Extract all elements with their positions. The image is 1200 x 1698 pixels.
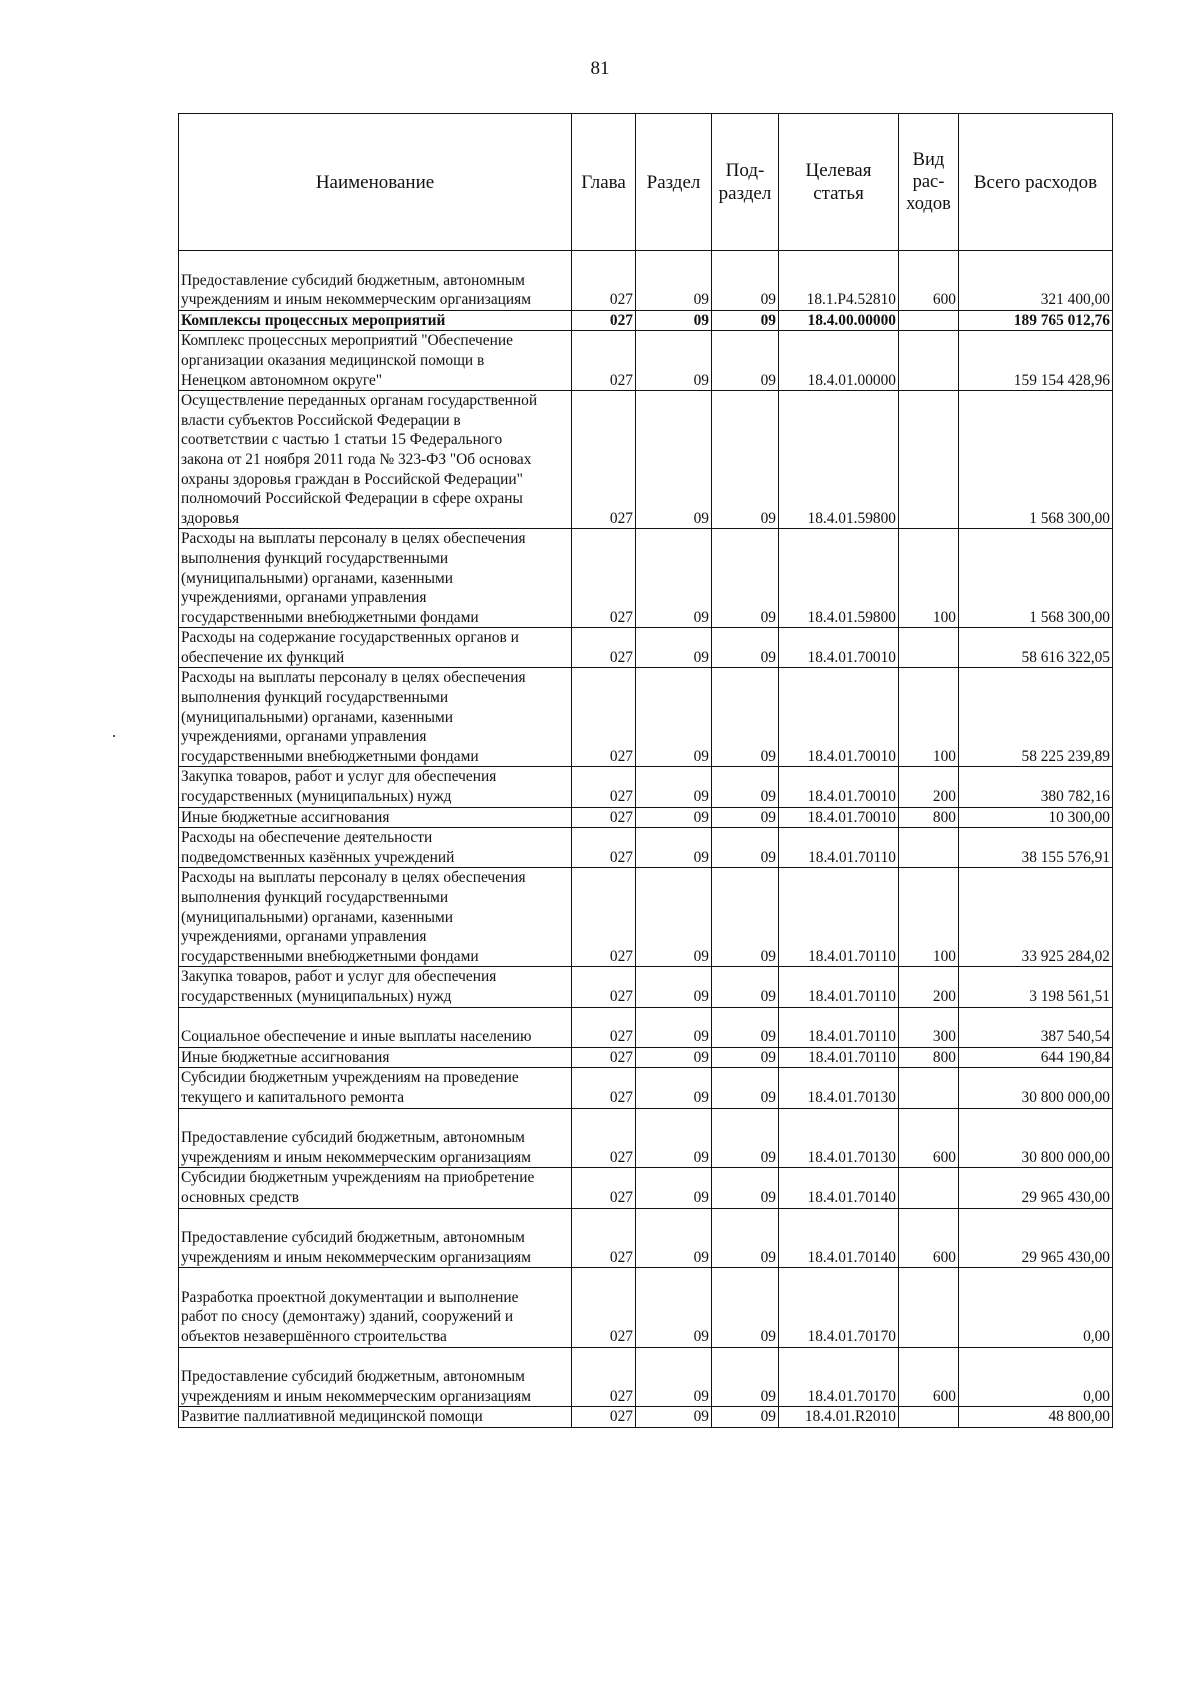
row-name-line: Развитие паллиативной медицинской помощи (181, 1408, 483, 1426)
row-subsection-cell: 09 (712, 767, 779, 807)
table-row (179, 391, 1113, 529)
row-target-cell: 18.4.01.70110 (779, 967, 899, 1007)
row-target-cell: 18.4.01.70130 (779, 1108, 899, 1168)
row-subsection-cell: 09 (712, 251, 779, 311)
row-name-cell (179, 1068, 572, 1108)
row-total-cell: 48 800,00 (959, 1407, 1113, 1428)
row-total-cell: 0,00 (959, 1268, 1113, 1347)
header-subsection: Под- раздел (712, 114, 779, 251)
row-chapter-cell: 027 (572, 1208, 636, 1268)
row-target-cell: 18.4.01.00000 (779, 331, 899, 391)
row-chapter-cell: 027 (572, 310, 636, 331)
row-type-cell (899, 1268, 959, 1347)
row-name-line: соответствии с частью 1 статьи 15 Федерального (181, 431, 503, 449)
row-name-line: Предоставление субсидий бюджетным, автономным (181, 1229, 525, 1247)
row-subsection-cell: 09 (712, 967, 779, 1007)
row-name-line: учреждениям и иным некоммерческим организациям (181, 1148, 531, 1166)
table-row (179, 628, 1113, 668)
row-name-cell (179, 251, 572, 311)
row-total-cell: 30 800 000,00 (959, 1068, 1113, 1108)
row-subsection-cell: 09 (712, 1068, 779, 1108)
row-type-cell: 100 (899, 668, 959, 767)
row-name-line: государственными внебюджетными фондами (181, 747, 479, 765)
row-subsection-cell: 09 (712, 1047, 779, 1068)
row-total-cell: 38 155 576,91 (959, 828, 1113, 868)
header-total: Всего расходов (959, 114, 1113, 251)
row-target-cell: 18.4.01.70010 (779, 628, 899, 668)
row-chapter-cell: 027 (572, 868, 636, 967)
row-subsection-cell: 09 (712, 1108, 779, 1168)
row-name-line: обеспечение их функций (181, 648, 345, 666)
row-name-cell (179, 807, 572, 828)
row-chapter-cell: 027 (572, 1108, 636, 1168)
row-name-line: (муниципальными) органами, казенными (181, 708, 453, 726)
row-name-line: государственных (муниципальных) нужд (181, 788, 452, 806)
table-row (179, 967, 1113, 1007)
row-name-line: закона от 21 ноября 2011 года № 323-ФЗ "Об основах (181, 450, 532, 468)
row-name-line: учреждениями, органами управления (181, 728, 427, 746)
row-total-cell: 380 782,16 (959, 767, 1113, 807)
table-row (179, 331, 1113, 391)
row-total-cell: 58 616 322,05 (959, 628, 1113, 668)
row-name-line: Расходы на выплаты персоналу в целях обеспечения (181, 869, 526, 887)
row-target-cell: 18.4.00.00000 (779, 310, 899, 331)
row-section-cell: 09 (636, 331, 712, 391)
row-name-line: Ненецком автономном округе" (181, 371, 383, 389)
row-name-cell (179, 331, 572, 391)
row-section-cell: 09 (636, 310, 712, 331)
row-name-line: государственными внебюджетными фондами (181, 608, 479, 626)
row-total-cell: 30 800 000,00 (959, 1108, 1113, 1168)
header-target: Целевая статья (779, 114, 899, 251)
row-target-cell: 18.4.01.59800 (779, 391, 899, 529)
row-name-line: Предоставление субсидий бюджетным, автономным (181, 1368, 525, 1386)
row-target-cell: 18.4.01.70010 (779, 767, 899, 807)
row-subsection-cell: 09 (712, 1208, 779, 1268)
row-name-line: учреждениями, органами управления (181, 589, 427, 607)
scan-artifact-dot (113, 735, 115, 737)
row-section-cell: 09 (636, 391, 712, 529)
table-row (179, 1208, 1113, 1268)
table-row (179, 1047, 1113, 1068)
row-total-cell: 29 965 430,00 (959, 1208, 1113, 1268)
row-name-line: учреждениям и иным некоммерческим организациям (181, 1387, 531, 1405)
row-section-cell: 09 (636, 1168, 712, 1208)
row-name-line: Комплекс процессных мероприятий "Обеспечение (181, 332, 513, 350)
row-name-line: Осуществление переданных органам государственной (181, 392, 538, 410)
table-body (179, 251, 1113, 1428)
row-name-line: Расходы на обеспечение деятельности (181, 829, 433, 847)
row-target-cell: 18.4.01.70110 (779, 1047, 899, 1068)
row-total-cell: 3 198 561,51 (959, 967, 1113, 1007)
row-type-cell (899, 391, 959, 529)
row-type-cell: 800 (899, 1047, 959, 1068)
row-name-line: организации оказания медицинской помощи в (181, 351, 485, 369)
row-name-line: Социальное обеспечение и иные выплаты населению (181, 1028, 532, 1046)
row-name-cell (179, 828, 572, 868)
table-row (179, 1268, 1113, 1347)
row-target-cell: 18.4.01.70010 (779, 807, 899, 828)
row-type-cell: 100 (899, 868, 959, 967)
row-chapter-cell: 027 (572, 967, 636, 1007)
table-row (179, 529, 1113, 628)
row-chapter-cell: 027 (572, 828, 636, 868)
row-total-cell: 0,00 (959, 1347, 1113, 1407)
header-chapter: Глава (572, 114, 636, 251)
row-section-cell: 09 (636, 628, 712, 668)
row-name-cell (179, 868, 572, 967)
table-row (179, 1108, 1113, 1168)
row-name-line: Иные бюджетные ассигнования (181, 1048, 390, 1066)
row-total-cell: 33 925 284,02 (959, 868, 1113, 967)
row-name-cell (179, 1407, 572, 1428)
row-target-cell: 18.4.01.70170 (779, 1347, 899, 1407)
row-type-cell (899, 828, 959, 868)
row-section-cell: 09 (636, 1068, 712, 1108)
budget-table (178, 113, 1113, 1428)
row-type-cell: 200 (899, 967, 959, 1007)
row-name-line: объектов незавершённого строительства (181, 1328, 447, 1346)
row-subsection-cell: 09 (712, 1268, 779, 1347)
row-section-cell: 09 (636, 807, 712, 828)
row-section-cell: 09 (636, 967, 712, 1007)
row-total-cell: 644 190,84 (959, 1047, 1113, 1068)
row-subsection-cell: 09 (712, 391, 779, 529)
row-total-cell: 10 300,00 (959, 807, 1113, 828)
row-name-line: (муниципальными) органами, казенными (181, 908, 453, 926)
row-chapter-cell: 027 (572, 668, 636, 767)
row-section-cell: 09 (636, 828, 712, 868)
row-subsection-cell: 09 (712, 1168, 779, 1208)
table-row (179, 1168, 1113, 1208)
row-subsection-cell: 09 (712, 1407, 779, 1428)
row-subsection-cell: 09 (712, 807, 779, 828)
row-type-cell: 600 (899, 251, 959, 311)
table-row (179, 251, 1113, 311)
row-type-cell: 600 (899, 1208, 959, 1268)
table-row (179, 1068, 1113, 1108)
row-name-cell (179, 1047, 572, 1068)
row-total-cell: 387 540,54 (959, 1007, 1113, 1047)
row-chapter-cell: 027 (572, 1168, 636, 1208)
row-type-cell (899, 331, 959, 391)
row-total-cell: 159 154 428,96 (959, 331, 1113, 391)
row-section-cell: 09 (636, 1047, 712, 1068)
row-chapter-cell: 027 (572, 628, 636, 668)
row-total-cell: 321 400,00 (959, 251, 1113, 311)
row-chapter-cell: 027 (572, 331, 636, 391)
row-name-line: власти субъектов Российской Федерации в (181, 411, 461, 429)
row-name-cell (179, 628, 572, 668)
row-type-cell (899, 1407, 959, 1428)
page-number: 81 (590, 58, 610, 79)
row-name-line: Расходы на содержание государственных органов и (181, 629, 519, 647)
row-target-cell: 18.4.01.70140 (779, 1208, 899, 1268)
row-section-cell: 09 (636, 1208, 712, 1268)
row-type-cell (899, 310, 959, 331)
row-section-cell: 09 (636, 251, 712, 311)
table-row (179, 767, 1113, 807)
row-subsection-cell: 09 (712, 1347, 779, 1407)
row-name-cell (179, 668, 572, 767)
row-name-line (181, 1008, 569, 1028)
table-row (179, 1407, 1113, 1428)
row-name-line (181, 1348, 569, 1368)
table-row (179, 1007, 1113, 1047)
row-type-cell (899, 1168, 959, 1208)
row-type-cell: 800 (899, 807, 959, 828)
row-chapter-cell: 027 (572, 807, 636, 828)
row-type-cell: 600 (899, 1347, 959, 1407)
row-name-line: Расходы на выплаты персоналу в целях обеспечения (181, 530, 526, 548)
row-chapter-cell: 027 (572, 1047, 636, 1068)
row-total-cell: 1 568 300,00 (959, 529, 1113, 628)
row-name-line: учреждениям и иным некоммерческим организациям (181, 291, 531, 309)
table-header-row (179, 114, 1113, 251)
row-target-cell: 18.4.01.70170 (779, 1268, 899, 1347)
row-subsection-cell: 09 (712, 668, 779, 767)
row-name-cell (179, 1108, 572, 1168)
row-name-line: выполнения функций государственными (181, 889, 449, 906)
row-section-cell: 09 (636, 668, 712, 767)
row-name-line: учреждениями, органами управления (181, 928, 427, 946)
row-name-line: Комплексы процессных мероприятий (181, 311, 446, 329)
row-total-cell: 189 765 012,76 (959, 310, 1113, 331)
row-target-cell: 18.4.01.70110 (779, 828, 899, 868)
row-subsection-cell: 09 (712, 310, 779, 331)
row-chapter-cell: 027 (572, 529, 636, 628)
row-name-line: работ по сносу (демонтажу) зданий, сооружений и (181, 1308, 514, 1326)
row-type-cell (899, 1068, 959, 1108)
row-name-line: Субсидии бюджетным учреждениям на проведение (181, 1069, 519, 1087)
row-section-cell: 09 (636, 1347, 712, 1407)
row-chapter-cell: 027 (572, 391, 636, 529)
row-subsection-cell: 09 (712, 828, 779, 868)
row-subsection-cell: 09 (712, 628, 779, 668)
row-section-cell: 09 (636, 1407, 712, 1428)
row-target-cell: 18.4.01.70140 (779, 1168, 899, 1208)
row-total-cell: 58 225 239,89 (959, 668, 1113, 767)
row-name-line (181, 1209, 569, 1229)
row-chapter-cell: 027 (572, 1407, 636, 1428)
row-name-line: Закупка товаров, работ и услуг для обеспечения (181, 968, 497, 986)
table-row (179, 828, 1113, 868)
row-name-line: Предоставление субсидий бюджетным, автономным (181, 271, 525, 289)
row-name-line: государственных (муниципальных) нужд (181, 987, 452, 1005)
row-name-line: государственными внебюджетными фондами (181, 947, 479, 965)
row-name-line: Разработка проектной документации и выполнение (181, 1288, 519, 1306)
row-name-cell (179, 767, 572, 807)
row-name-line: Расходы на выплаты персоналу в целях обеспечения (181, 669, 526, 687)
row-chapter-cell: 027 (572, 767, 636, 807)
table-row (179, 807, 1113, 828)
row-name-line: Иные бюджетные ассигнования (181, 808, 390, 826)
table-row (179, 868, 1113, 967)
row-name-line: Субсидии бюджетным учреждениям на приобретение (181, 1169, 535, 1187)
row-chapter-cell: 027 (572, 1007, 636, 1047)
row-name-cell (179, 1347, 572, 1407)
row-section-cell: 09 (636, 1108, 712, 1168)
row-section-cell: 09 (636, 1268, 712, 1347)
row-target-cell: 18.4.01.70010 (779, 668, 899, 767)
row-name-line: основных средств (181, 1188, 300, 1206)
row-target-cell: 18.4.01.70130 (779, 1068, 899, 1108)
row-name-line: Закупка товаров, работ и услуг для обеспечения (181, 768, 497, 786)
row-target-cell: 18.4.01.R2010 (779, 1407, 899, 1428)
row-type-cell (899, 628, 959, 668)
row-name-line (181, 1268, 569, 1288)
row-section-cell: 09 (636, 1007, 712, 1047)
header-section: Раздел (636, 114, 712, 251)
row-name-line: здоровья (181, 509, 240, 527)
row-name-cell (179, 529, 572, 628)
row-name-line: (муниципальными) органами, казенными (181, 569, 453, 587)
row-name-cell (179, 1007, 572, 1047)
row-total-cell: 1 568 300,00 (959, 391, 1113, 529)
row-name-line (181, 251, 569, 271)
row-name-line: подведомственных казённых учреждений (181, 848, 455, 866)
row-target-cell: 18.1.Р4.52810 (779, 251, 899, 311)
row-section-cell: 09 (636, 529, 712, 628)
row-section-cell: 09 (636, 767, 712, 807)
row-name-line: Предоставление субсидий бюджетным, автономным (181, 1129, 525, 1147)
row-subsection-cell: 09 (712, 331, 779, 391)
row-chapter-cell: 027 (572, 1068, 636, 1108)
row-name-line: выполнения функций государственными (181, 689, 449, 707)
table-row (179, 668, 1113, 767)
row-target-cell: 18.4.01.59800 (779, 529, 899, 628)
row-subsection-cell: 09 (712, 529, 779, 628)
row-name-cell (179, 391, 572, 529)
row-name-line: учреждениям и иным некоммерческим организациям (181, 1248, 531, 1266)
row-subsection-cell: 09 (712, 868, 779, 967)
row-name-line: текущего и капитального ремонта (181, 1088, 405, 1106)
header-expense-type: Вид рас- ходов (899, 114, 959, 251)
row-name-line (181, 1109, 569, 1129)
row-name-line: охраны здоровья граждан в Российской Федерации" (181, 470, 523, 488)
row-name-cell (179, 1268, 572, 1347)
row-total-cell: 29 965 430,00 (959, 1168, 1113, 1208)
row-type-cell: 300 (899, 1007, 959, 1047)
row-name-cell (179, 1168, 572, 1208)
row-name-cell (179, 967, 572, 1007)
row-chapter-cell: 027 (572, 1268, 636, 1347)
row-name-line: выполнения функций государственными (181, 549, 449, 567)
row-name-cell (179, 1208, 572, 1268)
row-type-cell: 100 (899, 529, 959, 628)
row-target-cell: 18.4.01.70110 (779, 868, 899, 967)
header-name: Наименование (179, 114, 572, 251)
row-type-cell: 200 (899, 767, 959, 807)
row-type-cell: 600 (899, 1108, 959, 1168)
table-row (179, 310, 1113, 331)
row-target-cell: 18.4.01.70110 (779, 1007, 899, 1047)
row-name-line: полномочий Российской Федерации в сфере охраны (181, 490, 523, 508)
row-chapter-cell: 027 (572, 1347, 636, 1407)
table-row (179, 1347, 1113, 1407)
row-subsection-cell: 09 (712, 1007, 779, 1047)
row-name-cell (179, 310, 572, 331)
row-section-cell: 09 (636, 868, 712, 967)
row-chapter-cell: 027 (572, 251, 636, 311)
